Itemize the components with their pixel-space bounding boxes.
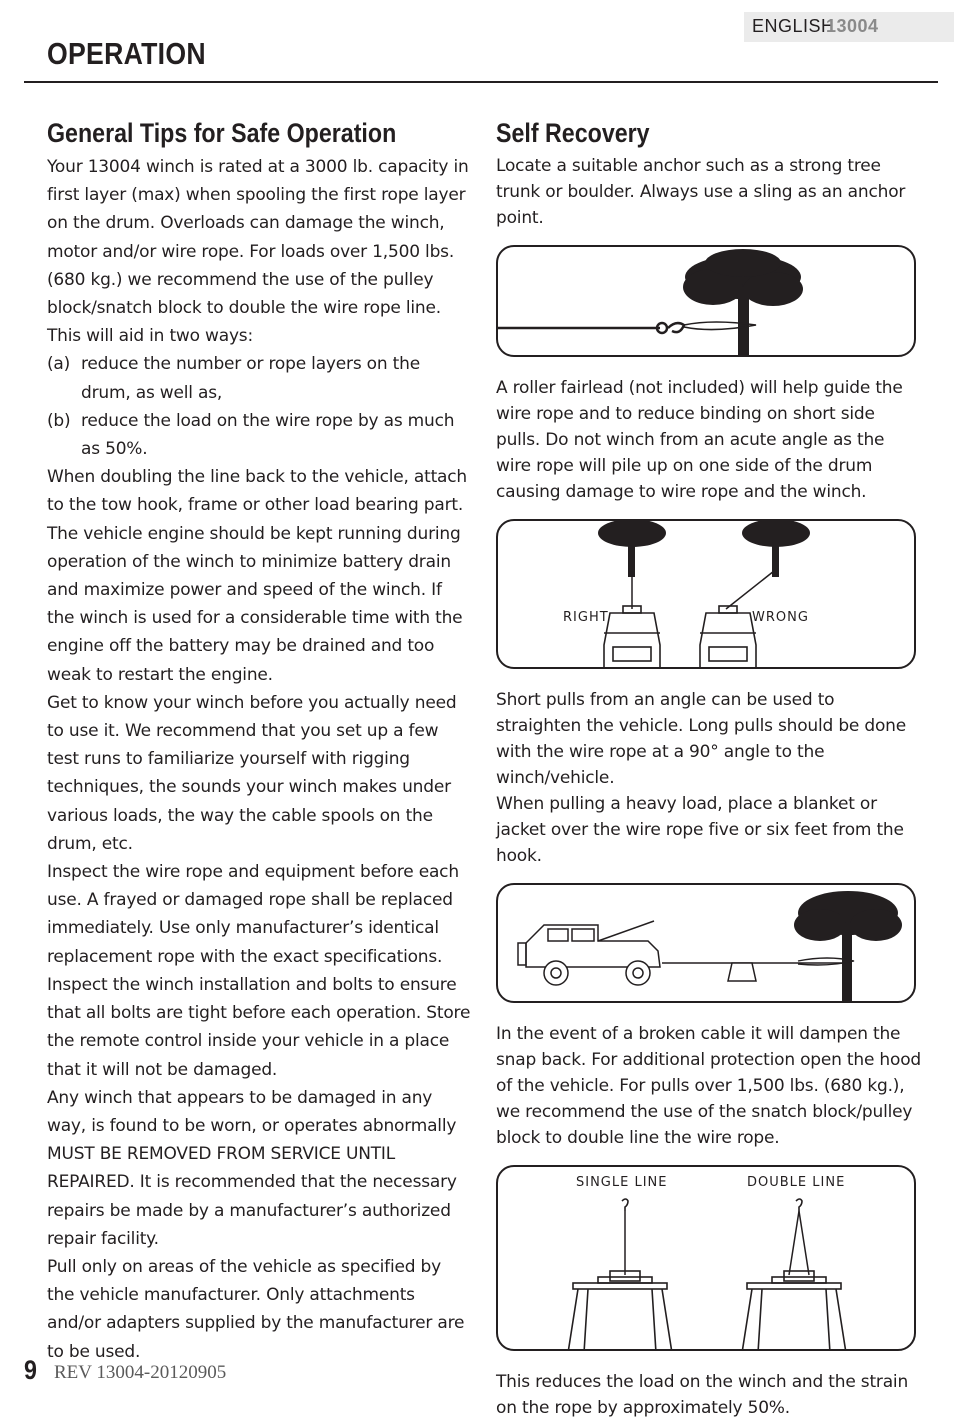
vehicle-bumper-icon bbox=[568, 1271, 846, 1351]
single-line-label: SINGLE LINE bbox=[576, 1175, 668, 1190]
right-wrong-illustration bbox=[498, 521, 916, 669]
list-text: reduce the number or rope layers on the drum, as well as, bbox=[81, 354, 420, 403]
blanket-icon bbox=[728, 963, 756, 981]
paragraph-short-pulls: Short pulls from an angle can be used to straighten the vehicle. Long pulls should be done with the wire rope at a 90° angle to the winch/vehicle. bbox=[496, 690, 906, 788]
left-column bbox=[47, 118, 472, 1366]
double-line-label: DOUBLE LINE bbox=[747, 1175, 846, 1190]
figure-jeep-blanket bbox=[496, 883, 916, 1003]
revision-code: REV 13004-20120905 bbox=[54, 1362, 227, 1383]
paragraph-broken-cable: In the event of a broken cable it will dampen the snap back. For additional protection open the hood of the vehicle. For pulls over 1,500 lbs. (680 kg.), we recommend the use of the snatch block/pulley block to double line the wire rope. bbox=[496, 1024, 921, 1148]
list-marker: (a) bbox=[47, 354, 71, 375]
paragraph-anchor: Locate a suitable anchor such as a strong tree trunk or boulder. Always use a sling as an anchor point. bbox=[496, 156, 906, 228]
header-rule bbox=[24, 81, 938, 83]
paragraph-doubling-line: When doubling the line back to the vehicle, attach to the tow hook, frame or other load bearing part. The vehicle engine should be kept running during operation of the winch to minimize battery drain and maximize power and speed of the winch. If the winch is used for a considerable time with the engine off the battery may be drained and too weak to restart the engine. bbox=[47, 467, 467, 685]
paragraph-inspect-rope: Inspect the wire rope and equipment before each use. A frayed or damaged rope shall be replaced immediately. Use only manufacturer’s identical replacement rope with the exact specifications. bbox=[47, 862, 459, 967]
page-number: 9 bbox=[24, 1355, 37, 1385]
tree-icon bbox=[794, 891, 902, 1003]
paragraph-pull-areas: Pull only on areas of the vehicle as specified by the vehicle manufacturer. Only attachments and/or adapters supplied by the manufacturer are to be used. bbox=[47, 1256, 465, 1362]
language-label: ENGLISH bbox=[752, 16, 835, 36]
paragraph-fairlead: A roller fairlead (not included) will help guide the wire rope and to reduce binding on short side pulls. Do not winch from an acute angle as the wire rope will pile up on one side of the drum causing damage to wire rope and the winch. bbox=[496, 378, 903, 502]
safe-operation-intro: Your 13004 winch is rated at a 3000 lb. capacity in first layer (max) when spooling the first rope layer on the drum. Overloads can damage the winch, motor and/or wire rope. For loads over 1,500 lbs. (680 kg.) we recommend the use of the pulley block/snatch block to double the wire rope line. This will aid in two ways: bbox=[47, 157, 469, 347]
wrong-label: WRONG bbox=[752, 610, 809, 625]
list-item bbox=[47, 350, 472, 406]
page-footer bbox=[24, 1355, 227, 1386]
vehicle-front-icon bbox=[604, 606, 756, 669]
hook-icon bbox=[657, 323, 684, 333]
jeep-blanket-illustration bbox=[498, 885, 916, 1003]
tree-anchor-illustration bbox=[498, 247, 916, 357]
list-item bbox=[47, 407, 472, 463]
list-text: reduce the load on the wire rope by as much as 50%. bbox=[81, 410, 455, 460]
hook-icon bbox=[622, 1199, 802, 1211]
paragraph-inspect-bolts: Inspect the winch installation and bolts to ensure that all bolts are tight before each operation. Store the remote control inside your vehicle in a place that it will not be damaged. bbox=[47, 974, 471, 1080]
safe-operation-heading: General Tips for Safe Operation bbox=[47, 118, 397, 148]
right-column bbox=[496, 118, 921, 1421]
list-marker: (b) bbox=[47, 410, 71, 431]
paragraph-know-winch: Get to know your winch before you actually need to use it. We recommend that you set up a few test runs to familiarize yourself with rigging techniques, the sounds your winch makes under various loads, the way the cable spools on the drum, etc. bbox=[47, 692, 457, 854]
jeep-icon bbox=[518, 921, 660, 985]
section-title: OPERATION bbox=[47, 36, 206, 71]
model-number: 13004 bbox=[826, 16, 879, 36]
tree-icon bbox=[598, 521, 810, 577]
paragraph-blanket: When pulling a heavy load, place a blanket or jacket over the wire rope five or six feet from the hook. bbox=[496, 794, 904, 866]
self-recovery-heading: Self Recovery bbox=[496, 118, 650, 148]
figure-right-wrong bbox=[496, 519, 916, 669]
figure-tree-anchor bbox=[496, 245, 916, 357]
language-tab bbox=[744, 12, 954, 42]
figure-single-double bbox=[496, 1165, 916, 1351]
paragraph-damaged-winch: Any winch that appears to be damaged in any way, is found to be worn, or operates abnormally MUST BE REMOVED FROM SERVICE UNTIL REPAIRED. It is recommended that the necessary repairs be made by a manufacturer’s authorized repair facility. bbox=[47, 1087, 457, 1249]
single-double-line-illustration bbox=[498, 1167, 916, 1351]
tree-icon bbox=[683, 249, 803, 357]
right-label: RIGHT bbox=[563, 610, 609, 625]
paragraph-reduces-load: This reduces the load on the winch and the strain on the rope by approximately 50%. bbox=[496, 1372, 909, 1418]
